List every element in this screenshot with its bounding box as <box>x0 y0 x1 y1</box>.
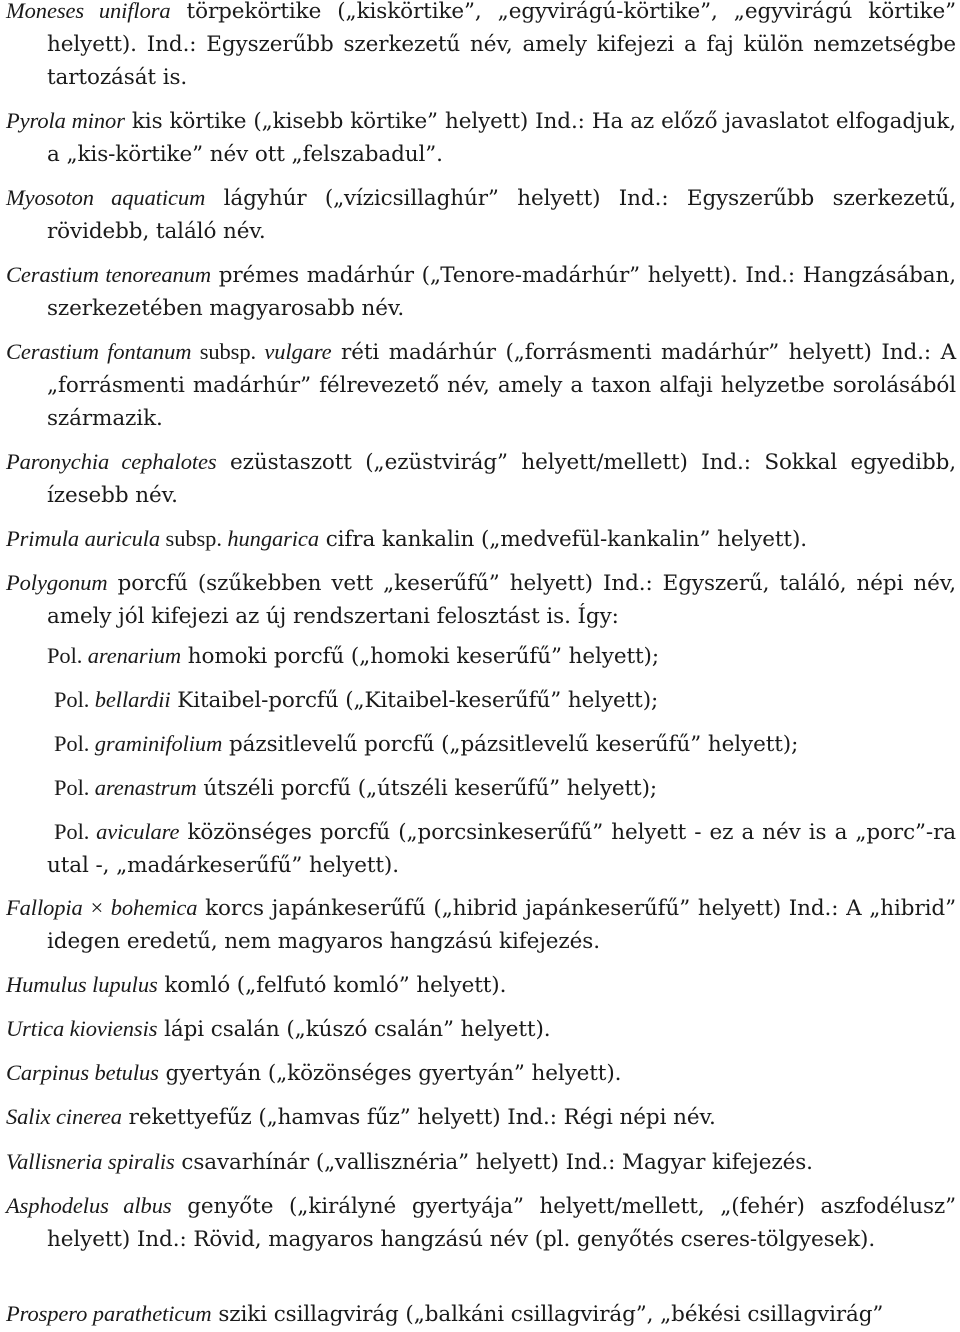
entry-text: porcfű (szűkebben vett „keserűfű” helyett) Ind.: Egyszerű, találó, népi név, amely jól kifejezi az új rendszertani felosztást is. Így: <box>47 571 956 629</box>
entry-pol-arenastrum <box>54 771 956 805</box>
entry-text: ezüstaszott („ezüstvirág” helyett/mellett) Ind.: Sokkal egyedibb, ízesebb név. <box>47 450 956 508</box>
taxon-name: Cerastium tenoreanum <box>6 262 211 287</box>
taxon-name: Polygonum <box>6 570 108 595</box>
infraspecific-name: hungarica <box>227 526 319 551</box>
entry-text: komló („felfutó komló” helyett). <box>157 973 507 998</box>
entry-text: sziki csillagvirág („balkáni csillagvirág”, „békési csillagvirág” <box>211 1302 884 1327</box>
taxon-name: arenarium <box>87 643 182 668</box>
entry-carpinus <box>6 1056 956 1090</box>
taxon-name: Paronychia cephalotes <box>6 449 217 474</box>
entry-text: genyőte („királyné gyertyája” helyett/mellett, „(fehér) aszfodélusz” helyett) Ind.: Rövid, magyaros hangzású név (pl. genyőtés cseres-tölgyesek). <box>47 1194 956 1252</box>
taxon-name: Asphodelus albus <box>6 1193 172 1218</box>
entry-myosoton <box>6 181 956 248</box>
taxon-name: Vallisneria spiralis <box>6 1149 175 1174</box>
taxon-name: Salix cinerea <box>6 1104 122 1129</box>
entry-urtica <box>6 1012 956 1046</box>
entry-text: réti madárhúr („forrásmenti madárhúr” helyett) Ind.: A „forrásmenti madárhúr” félrevezető név, amely a taxon alfaji helyzetbe sorolásából származik. <box>47 340 957 431</box>
entry-pol-aviculare <box>6 815 956 882</box>
entry-humulus <box>6 968 956 1002</box>
entry-text: gyertyán („közönséges gyertyán” helyett). <box>158 1061 622 1086</box>
genus-abbrev: Pol. <box>54 687 95 712</box>
entry-text: cifra kankalin („medvefül-kankalin” helyett). <box>318 527 807 552</box>
entry-polygonum <box>6 566 956 633</box>
entry-text: csavarhínár („vallisznéria” helyett) Ind.: Magyar kifejezés. <box>174 1150 813 1175</box>
rank-prefix: subsp. <box>160 526 228 551</box>
entry-cerastium-fontanum <box>6 335 956 435</box>
entry-salix <box>6 1100 956 1134</box>
rank-prefix: subsp. <box>191 339 265 364</box>
entry-text: homoki porcfű („homoki keserűfű” helyett); <box>181 644 659 669</box>
taxon-name: Fallopia × bohemica <box>6 895 198 920</box>
taxon-name: arenastrum <box>94 775 197 800</box>
taxon-name: Pyrola minor <box>6 108 125 133</box>
entry-text: törpekörtike („kiskörtike”, „egyvirágú-körtike”, „egyvirágú körtike” helyett). Ind.: Egyszerűbb szerkezetű név, amely kifejezi a faj külön nemzetségbe tartozását is. <box>47 0 957 90</box>
entry-text: kis körtike („kisebb körtike” helyett) Ind.: Ha az előző javaslatot elfogadjuk, a „kis-körtike” név ott „felszabadul”. <box>47 109 956 167</box>
entry-pol-graminifolium <box>54 727 956 761</box>
entry-text: lágyhúr („vízicsillaghúr” helyett) Ind.: Egyszerűbb szerkezetű, rövidebb, találó név. <box>47 186 956 244</box>
genus-abbrev: Pol. <box>54 819 97 844</box>
taxon-name: graminifolium <box>94 731 223 756</box>
genus-abbrev: Pol. <box>54 731 95 756</box>
taxon-name: Prospero paratheticum <box>6 1301 212 1326</box>
taxon-name: Moneses uniflora <box>6 0 171 23</box>
entry-text: pázsitlevelű porcfű („pázsitlevelű keserűfű” helyett); <box>222 732 799 757</box>
taxon-name: Carpinus betulus <box>6 1060 159 1085</box>
taxon-name: Primula auricula <box>6 526 161 551</box>
entry-fallopia <box>6 891 956 958</box>
entry-text: közönséges porcfű („porcsinkeserűfű” helyett - ez a név is a „porc”-ra utal -, „madárkeserűfű” helyett). <box>47 820 956 878</box>
entry-pol-bellardii <box>54 683 956 717</box>
entry-text: lápi csalán („kúszó csalán” helyett). <box>157 1017 551 1042</box>
entry-primula <box>6 522 956 556</box>
taxon-name: bellardii <box>94 687 171 712</box>
entry-cerastium-tenoreanum <box>6 258 956 325</box>
genus-abbrev: Pol. <box>47 643 88 668</box>
entry-vallisneria <box>6 1145 956 1179</box>
entry-asphodelus <box>6 1189 956 1256</box>
entry-pyrola <box>6 104 956 171</box>
infraspecific-name: vulgare <box>264 339 332 364</box>
entry-pol-arenarium <box>47 639 949 673</box>
entry-moneses <box>6 0 956 94</box>
taxon-name: Urtica kioviensis <box>6 1016 158 1041</box>
entry-text: prémes madárhúr („Tenore-madárhúr” helyett). Ind.: Hangzásában, szerkezetében magyarosabb név. <box>47 263 956 321</box>
entry-text: Kitaibel-porcfű („Kitaibel-keserűfű” helyett); <box>170 688 659 713</box>
entry-text: korcs japánkeserűfű („hibrid japánkeserűfű” helyett) Ind.: A „hibrid” idegen eredetű, nem magyaros hangzású kifejezés. <box>47 896 956 954</box>
taxon-name: aviculare <box>96 819 180 844</box>
genus-abbrev: Pol. <box>54 775 95 800</box>
entry-text: rekettyefűz („hamvas fűz” helyett) Ind.: Régi népi név. <box>121 1105 716 1130</box>
taxon-name: Humulus lupulus <box>6 972 158 997</box>
taxon-name: Myosoton aquaticum <box>6 185 206 210</box>
entry-prospero <box>6 1297 956 1331</box>
entry-text: útszéli porcfű („útszéli keserűfű” helyett); <box>196 776 658 801</box>
taxon-name: Cerastium fontanum <box>6 339 192 364</box>
entry-paronychia <box>6 445 956 512</box>
